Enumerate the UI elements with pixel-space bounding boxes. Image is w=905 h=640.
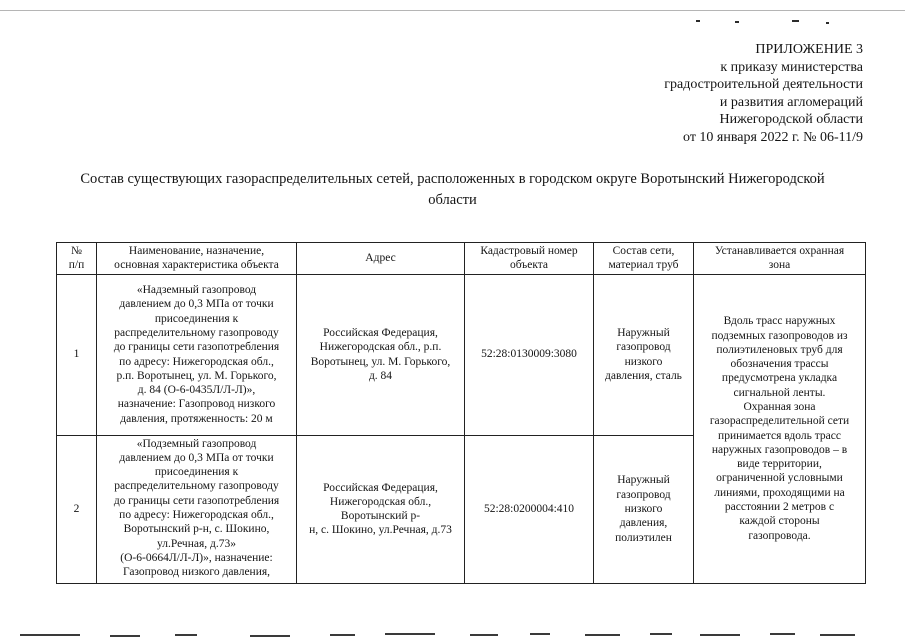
row-number: 1 (57, 274, 97, 435)
appendix-header (664, 41, 863, 146)
appendix-date-line: от 10 января 2022 г. № 06-11/9 (683, 129, 863, 145)
header-name: Наименование, назначение, основная характеристика объекта (97, 243, 297, 275)
header-address: Адрес (297, 243, 465, 275)
appendix-line: к приказу министерства (720, 59, 863, 75)
appendix-title: ПРИЛОЖЕНИЕ 3 (755, 42, 863, 57)
appendix-line: и развития агломераций (719, 94, 863, 110)
row-number: 2 (57, 435, 97, 583)
object-address: Российская Федерация, Нижегородская обл., р.п. Воротынец, ул. М. Горького, д. 84 (297, 274, 465, 435)
gas-networks-table (56, 242, 866, 584)
table-header-row (57, 243, 866, 275)
header-zone: Устанавливается охранная зона (694, 243, 866, 275)
object-description: «Надземный газопровод давлением до 0,3 МПа от точки присоединения к распределительному газопроводу до границы сети газопотребления по адресу: Нижегородская обл., р.п. Воротынец, ул. М. Горького, д. 84 (О-6-0435Л/Л-Л)», назначение: Газопровод низкого давления, протяженность: 20 м (97, 274, 297, 435)
object-description: «Подземный газопровод давлением до 0,3 МПа от точки присоединения к распределительному газопроводу до границы сети газопотребления по адресу: Нижегородская обл., Воротынский р-н, с. Шокино, ул.Речная, д.73» (О-6-0664Л/Л-Л)», назначение: Газопровод низкого давления, (97, 435, 297, 583)
cadastral-number: 52:28:0130009:3080 (465, 274, 594, 435)
appendix-line: Нижегородской области (719, 112, 863, 127)
network-composition: Наружный газопровод низкого давления, полиэтилен (594, 435, 694, 583)
document-title (55, 169, 850, 211)
title-line: области (428, 192, 477, 208)
title-line: Состав существующих газораспределительных сетей, расположенных в городском округе Воротынский Нижегородской (80, 171, 825, 187)
header-cadastral: Кадастровый номер объекта (465, 243, 594, 275)
object-address: Российская Федерация, Нижегородская обл., Воротынский р- н, с. Шокино, ул.Речная, д.73 (297, 435, 465, 583)
appendix-line: градостроительной деятельности (664, 77, 863, 92)
cadastral-number: 52:28:0200004:410 (465, 435, 594, 583)
network-composition: Наружный газопровод низкого давления, сталь (594, 274, 694, 435)
protection-zone-description: Вдоль трасс наружных подземных газопроводов из полиэтиленовых труб для обозначения трассы предусмотрена укладка сигнальной ленты. Охранная зона газораспределительной сети принимается вдоль трасс наружных газопроводов – в виде территории, ограниченной условными линиями, проходящими на расстоянии 2 метров с каждой стороны газопровода. (694, 274, 866, 583)
header-num: № п/п (57, 243, 97, 275)
scan-top-edge (0, 10, 905, 11)
header-composition: Состав сети, материал труб (594, 243, 694, 275)
table-row (57, 274, 866, 435)
